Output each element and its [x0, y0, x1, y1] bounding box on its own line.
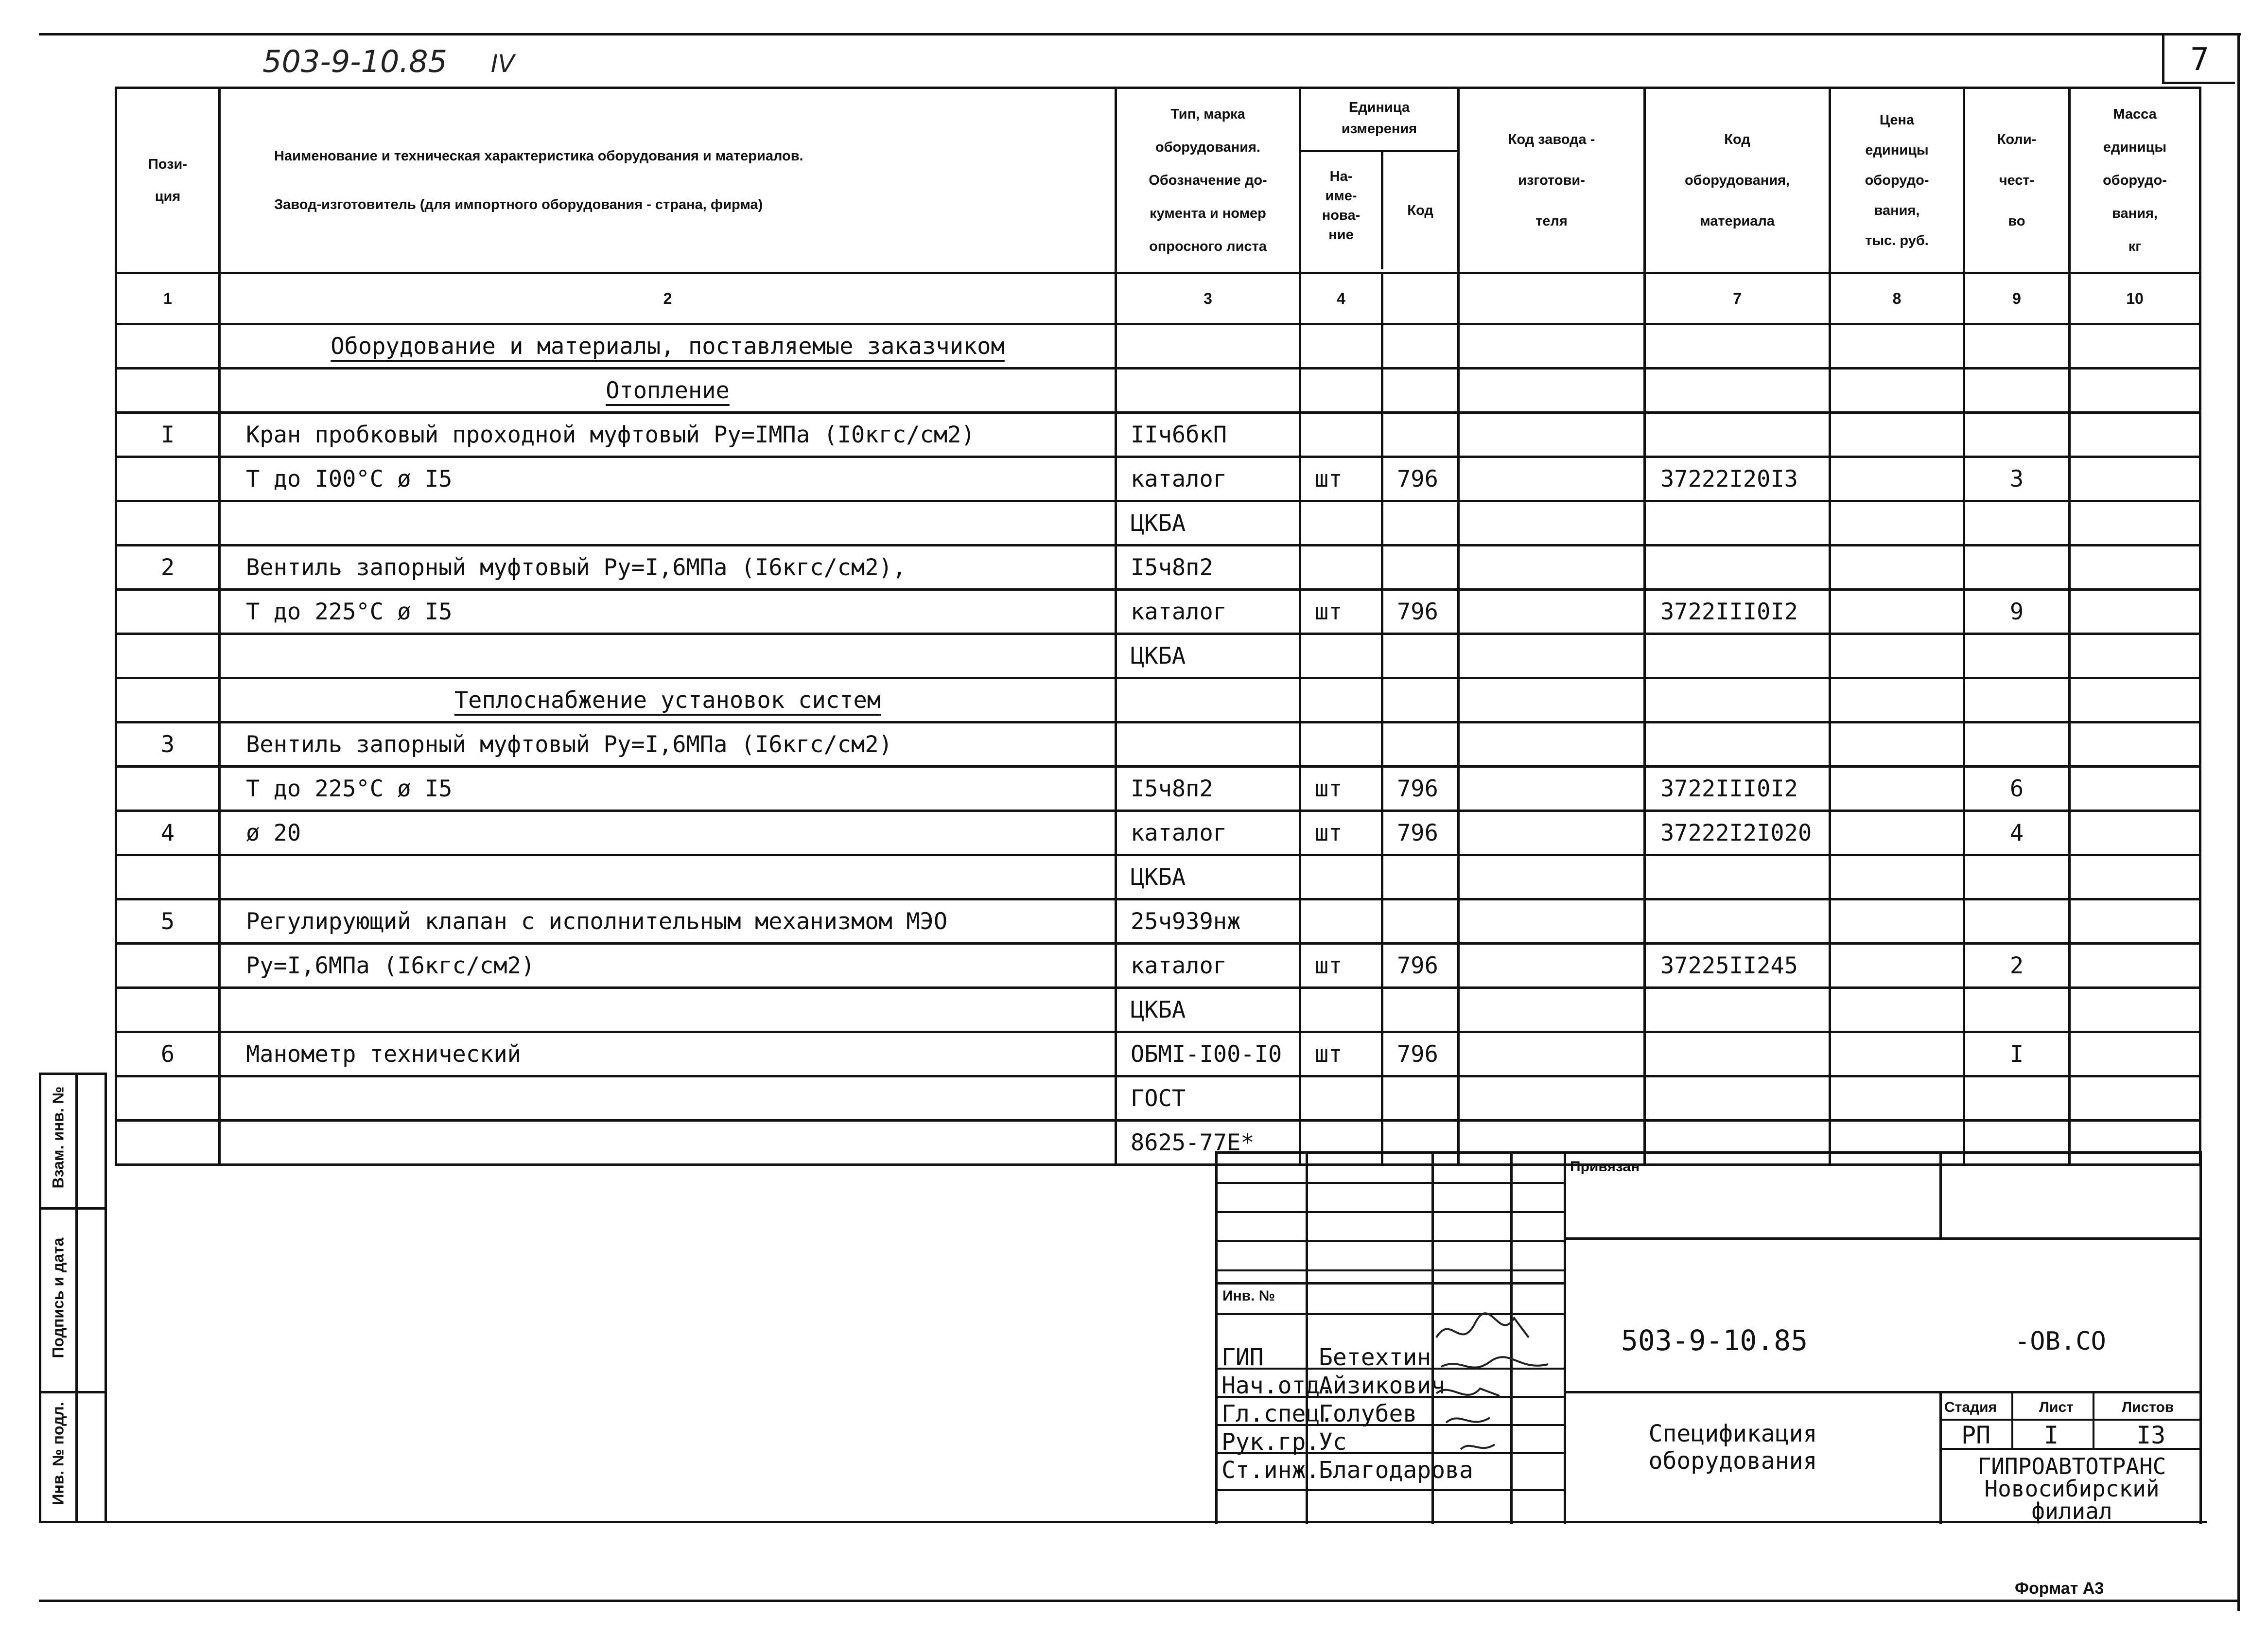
side-stamp-podpis: Подпись и дата — [49, 1237, 67, 1358]
cell-unit-code: 796 — [1382, 944, 1459, 988]
cell-name: Т до 225°С ø I5 — [220, 590, 1116, 634]
col-num-4: 4 — [1300, 273, 1382, 324]
cell-name — [220, 1076, 1116, 1121]
cell-name: Вентиль запорный муфтовый Ру=I,6МПа (I6кгс/см2) — [220, 722, 1116, 767]
cell-quantity — [1964, 501, 2070, 546]
stage-label: Стадия — [1944, 1399, 1997, 1415]
cell-maker-code — [1459, 944, 1645, 988]
cell-mass — [2070, 855, 2200, 899]
col-num-3: 3 — [1116, 273, 1300, 324]
cell-position: 6 — [116, 1032, 220, 1076]
cell-price — [1830, 590, 1964, 634]
cell-position: 2 — [116, 546, 220, 590]
column-number-row — [116, 273, 2200, 324]
cell-unit-code: 796 — [1382, 767, 1459, 811]
cell-equipment-code — [1645, 988, 1830, 1032]
cell-name: Отопление — [220, 369, 1116, 413]
table-row — [116, 1076, 2200, 1121]
cell-unit: шт — [1300, 590, 1382, 634]
header-row — [116, 88, 2200, 273]
cell-type: I5ч8п2 — [1116, 546, 1300, 590]
cell-unit — [1300, 988, 1382, 1032]
specification-body — [116, 324, 2200, 1165]
cell-unit — [1300, 501, 1382, 546]
cell-maker-code — [1459, 855, 1645, 899]
cell-maker-code — [1459, 590, 1645, 634]
cell-equipment-code — [1645, 501, 1830, 546]
cell-name — [220, 988, 1116, 1032]
stage-value: РП — [1961, 1421, 1991, 1449]
cell-equipment-code — [1645, 899, 1830, 944]
cell-quantity — [1964, 988, 2070, 1032]
cell-unit-code: 796 — [1382, 457, 1459, 501]
cell-unit — [1300, 722, 1382, 767]
col-header-price: Цена единицы оборудо- вания, тыс. руб. — [1830, 88, 1964, 273]
cell-mass — [2070, 1076, 2200, 1121]
col-num-7: 7 — [1645, 273, 1830, 324]
cell-position: 5 — [116, 899, 220, 944]
cell-price — [1830, 546, 1964, 590]
cell-maker-code — [1459, 1032, 1645, 1076]
cell-maker-code — [1459, 457, 1645, 501]
col-num-1: 1 — [116, 273, 220, 324]
table-row — [116, 855, 2200, 899]
role-row: Нач.отд.Айзикович — [1221, 1372, 1446, 1399]
table-row — [116, 501, 2200, 546]
cell-equipment-code — [1645, 1032, 1830, 1076]
cell-unit-code — [1382, 501, 1459, 546]
cell-name: Вентиль запорный муфтовый Ру=I,6МПа (I6кгс/см2), — [220, 546, 1116, 590]
header-stamp-suffix: IV — [490, 50, 515, 78]
cell-price — [1830, 1076, 1964, 1121]
cell-position — [116, 1121, 220, 1165]
cell-type — [1116, 369, 1300, 413]
sheet-label: Лист — [2039, 1399, 2074, 1415]
cell-maker-code — [1459, 899, 1645, 944]
inv-no-label: Инв. № — [1222, 1288, 1275, 1304]
table-row — [116, 324, 2200, 369]
cell-maker-code — [1459, 1076, 1645, 1121]
col-header-name: Наименование и техническая характеристика оборудования и материалов. Завод-изготовитель (для импортного оборудования - страна, фирма) — [220, 88, 1116, 273]
col-num-5 — [1382, 273, 1459, 324]
cell-price — [1830, 899, 1964, 944]
sheets-value: I3 — [2136, 1421, 2166, 1449]
cell-name — [220, 1121, 1116, 1165]
cell-name: Манометр технический — [220, 1032, 1116, 1076]
cell-unit: шт — [1300, 1032, 1382, 1076]
cell-quantity — [1964, 634, 2070, 678]
cell-quantity — [1964, 1076, 2070, 1121]
cell-position — [116, 457, 220, 501]
cell-mass — [2070, 590, 2200, 634]
cell-price — [1830, 1032, 1964, 1076]
cell-position — [116, 988, 220, 1032]
col-header-maker-code: Код завода - изготови- теля — [1459, 88, 1645, 273]
cell-equipment-code — [1645, 634, 1830, 678]
role-row: Рук.гр.Ус — [1221, 1428, 1347, 1456]
cell-unit-code — [1382, 369, 1459, 413]
cell-mass — [2070, 899, 2200, 944]
col-header-mass: Масса единицы оборудо- вания, кг — [2070, 88, 2200, 273]
cell-unit — [1300, 678, 1382, 722]
cell-equipment-code: 3722III0I2 — [1645, 767, 1830, 811]
cell-maker-code — [1459, 369, 1645, 413]
col-header-unit-name: На- име- нова- ние — [1301, 152, 1383, 269]
cell-price — [1830, 501, 1964, 546]
table-row — [116, 767, 2200, 811]
cell-unit-code — [1382, 855, 1459, 899]
col-header-unit-group: Единица измерения На- име- нова- ние Код — [1300, 88, 1459, 273]
cell-type — [1116, 722, 1300, 767]
table-row — [116, 944, 2200, 988]
cell-unit-code — [1382, 722, 1459, 767]
cell-position — [116, 634, 220, 678]
col-header-qty: Коли- чест- во — [1964, 88, 2070, 273]
cell-position — [116, 855, 220, 899]
cell-price — [1830, 369, 1964, 413]
cell-position: I — [116, 413, 220, 457]
cell-unit-code: 796 — [1382, 590, 1459, 634]
cell-position — [116, 369, 220, 413]
cell-price — [1830, 767, 1964, 811]
cell-unit: шт — [1300, 944, 1382, 988]
cell-name: Т до 225°С ø I5 — [220, 767, 1116, 811]
col-num-6 — [1459, 273, 1645, 324]
cell-mass — [2070, 944, 2200, 988]
cell-unit-code — [1382, 324, 1459, 369]
cell-type: 25ч939нж — [1116, 899, 1300, 944]
side-stamp-vzam: Взам. инв. № — [49, 1086, 67, 1189]
top-border-line — [39, 33, 2241, 35]
cell-maker-code — [1459, 413, 1645, 457]
org-line-2: Новосибирский — [1984, 1476, 2160, 1502]
cell-unit: шт — [1300, 767, 1382, 811]
cell-unit-code — [1382, 1076, 1459, 1121]
col-num-10: 10 — [2070, 273, 2200, 324]
cell-unit-code — [1382, 634, 1459, 678]
bottom-border-line — [39, 1600, 2240, 1602]
header-stamp-number: 503-9-10.85 IV — [262, 44, 515, 79]
cell-type: ОБМI-I00-I0 — [1116, 1032, 1300, 1076]
organization — [1942, 1455, 2202, 1522]
cell-mass — [2070, 413, 2200, 457]
cell-price — [1830, 324, 1964, 369]
sheet-number-box — [2162, 35, 2235, 84]
cell-mass — [2070, 369, 2200, 413]
cell-type — [1116, 324, 1300, 369]
cell-quantity: I — [1964, 1032, 2070, 1076]
cell-maker-code — [1459, 501, 1645, 546]
sheet-value: I — [2044, 1421, 2059, 1449]
cell-type: каталог — [1116, 590, 1300, 634]
cell-equipment-code: 3722III0I2 — [1645, 590, 1830, 634]
format-label: Формат А3 — [2015, 1579, 2104, 1598]
doc-code: 503-9-10.85 — [1621, 1324, 1808, 1357]
cell-unit — [1300, 855, 1382, 899]
cell-unit — [1300, 369, 1382, 413]
cell-equipment-code — [1645, 413, 1830, 457]
cell-unit — [1300, 1076, 1382, 1121]
col-header-equipment-code: Код оборудования, материала — [1645, 88, 1830, 273]
cell-quantity: 9 — [1964, 590, 2070, 634]
cell-unit-code — [1382, 678, 1459, 722]
col-num-2: 2 — [220, 273, 1116, 324]
cell-name: Ру=I,6МПа (I6кгс/см2) — [220, 944, 1116, 988]
cell-equipment-code: 37222I20I3 — [1645, 457, 1830, 501]
cell-quantity — [1964, 413, 2070, 457]
doc-suffix: -ОВ.СО — [2015, 1327, 2106, 1356]
cell-price — [1830, 722, 1964, 767]
cell-type: ЦКБА — [1116, 501, 1300, 546]
table-row — [116, 988, 2200, 1032]
cell-type — [1116, 678, 1300, 722]
specification-table — [115, 87, 2201, 1166]
cell-unit: шт — [1300, 811, 1382, 855]
cell-name: Т до I00°С ø I5 — [220, 457, 1116, 501]
cell-maker-code — [1459, 546, 1645, 590]
cell-position — [116, 1076, 220, 1121]
cell-mass — [2070, 988, 2200, 1032]
cell-price — [1830, 944, 1964, 988]
table-row — [116, 634, 2200, 678]
cell-unit-code — [1382, 413, 1459, 457]
cell-equipment-code — [1645, 369, 1830, 413]
table-row — [116, 369, 2200, 413]
col-header-type: Тип, марка оборудования. Обозначение до- кумента и номер опросного листа — [1116, 88, 1300, 273]
cell-name: Регулирующий клапан с исполнительным механизмом МЭО — [220, 899, 1116, 944]
table-row — [116, 457, 2200, 501]
cell-unit — [1300, 634, 1382, 678]
cell-type: каталог — [1116, 457, 1300, 501]
cell-mass — [2070, 634, 2200, 678]
cell-type: 8625-77Е* — [1116, 1121, 1300, 1165]
cell-maker-code — [1459, 811, 1645, 855]
cell-price — [1830, 457, 1964, 501]
cell-quantity — [1964, 678, 2070, 722]
cell-price — [1830, 811, 1964, 855]
role-row: Ст.инж.Благодарова — [1221, 1457, 1473, 1484]
sheet-number: 7 — [2190, 42, 2209, 78]
cell-quantity: 6 — [1964, 767, 2070, 811]
cell-unit — [1300, 324, 1382, 369]
table-row — [116, 899, 2200, 944]
cell-position: 3 — [116, 722, 220, 767]
right-border-line — [2237, 33, 2240, 1611]
cell-type: каталог — [1116, 811, 1300, 855]
col-header-unit-code: Код — [1407, 203, 1433, 218]
cell-type: ЦКБА — [1116, 855, 1300, 899]
cell-price — [1830, 634, 1964, 678]
title-block — [1215, 1151, 2202, 1524]
cell-quantity — [1964, 324, 2070, 369]
cell-name — [220, 855, 1116, 899]
cell-mass — [2070, 324, 2200, 369]
cell-mass — [2070, 767, 2200, 811]
cell-position — [116, 590, 220, 634]
table-row — [116, 590, 2200, 634]
cell-name: Кран пробковый проходной муфтовый Ру=IМПа (I0кгс/см2) — [220, 413, 1116, 457]
cell-unit-code: 796 — [1382, 1032, 1459, 1076]
signatures — [1431, 1308, 1568, 1464]
cell-name — [220, 634, 1116, 678]
cell-mass — [2070, 457, 2200, 501]
col-num-8: 8 — [1830, 273, 1964, 324]
cell-unit — [1300, 546, 1382, 590]
table-row — [116, 413, 2200, 457]
side-stamp-inv-podl: Инв. № подл. — [49, 1402, 67, 1505]
cell-unit-code: 796 — [1382, 811, 1459, 855]
cell-position: 4 — [116, 811, 220, 855]
privyazan-label: Привязан — [1570, 1159, 1640, 1175]
cell-quantity — [1964, 899, 2070, 944]
cell-quantity — [1964, 722, 2070, 767]
cell-maker-code — [1459, 634, 1645, 678]
cell-type: I5ч8п2 — [1116, 767, 1300, 811]
cell-type: ЦКБА — [1116, 634, 1300, 678]
cell-type: ЦКБА — [1116, 988, 1300, 1032]
cell-maker-code — [1459, 722, 1645, 767]
role-row: ГИП Бетехтин — [1221, 1344, 1431, 1371]
cell-unit-code — [1382, 546, 1459, 590]
doc-title: Спецификация оборудования — [1648, 1420, 1817, 1475]
cell-position — [116, 767, 220, 811]
table-row — [116, 1032, 2200, 1076]
cell-unit-code — [1382, 899, 1459, 944]
cell-unit-code — [1382, 988, 1459, 1032]
cell-name — [220, 501, 1116, 546]
cell-price — [1830, 988, 1964, 1032]
cell-mass — [2070, 678, 2200, 722]
cell-position — [116, 324, 220, 369]
table-row — [116, 678, 2200, 722]
cell-mass — [2070, 546, 2200, 590]
cell-name: Теплоснабжение установок систем — [220, 678, 1116, 722]
cell-type: IIч6бкП — [1116, 413, 1300, 457]
cell-equipment-code — [1645, 722, 1830, 767]
cell-quantity: 2 — [1964, 944, 2070, 988]
cell-unit: шт — [1300, 457, 1382, 501]
cell-quantity — [1964, 855, 2070, 899]
side-stamp — [39, 1073, 107, 1521]
cell-mass — [2070, 722, 2200, 767]
cell-equipment-code — [1645, 855, 1830, 899]
cell-quantity — [1964, 546, 2070, 590]
table-row — [116, 546, 2200, 590]
table-row — [116, 811, 2200, 855]
cell-type: каталог — [1116, 944, 1300, 988]
cell-equipment-code — [1645, 678, 1830, 722]
cell-maker-code — [1459, 678, 1645, 722]
cell-quantity: 4 — [1964, 811, 2070, 855]
sheets-label: Листов — [2122, 1399, 2174, 1415]
cell-equipment-code — [1645, 1076, 1830, 1121]
cell-mass — [2070, 1032, 2200, 1076]
cell-price — [1830, 678, 1964, 722]
cell-maker-code — [1459, 767, 1645, 811]
cell-mass — [2070, 811, 2200, 855]
org-line-1: ГИПРОАВТОТРАНС — [1977, 1453, 2166, 1479]
cell-unit — [1300, 413, 1382, 457]
cell-mass — [2070, 501, 2200, 546]
cell-quantity — [1964, 369, 2070, 413]
cell-position — [116, 678, 220, 722]
cell-position — [116, 944, 220, 988]
cell-equipment-code: 37222I2I020 — [1645, 811, 1830, 855]
org-line-3: филиал — [2031, 1498, 2112, 1524]
col-num-9: 9 — [1964, 273, 2070, 324]
cell-quantity: 3 — [1964, 457, 2070, 501]
cell-maker-code — [1459, 324, 1645, 369]
cell-name: Оборудование и материалы, поставляемые заказчиком — [220, 324, 1116, 369]
cell-maker-code — [1459, 988, 1645, 1032]
cell-equipment-code: 37225II245 — [1645, 944, 1830, 988]
cell-equipment-code — [1645, 546, 1830, 590]
cell-position — [116, 501, 220, 546]
cell-unit — [1300, 899, 1382, 944]
table-row — [116, 722, 2200, 767]
col-header-pos: Пози- ция — [116, 88, 220, 273]
role-row: Гл.спец.Голубев — [1221, 1400, 1417, 1427]
cell-name: ø 20 — [220, 811, 1116, 855]
cell-price — [1830, 855, 1964, 899]
cell-price — [1830, 413, 1964, 457]
cell-type: ГОСТ — [1116, 1076, 1300, 1121]
cell-equipment-code — [1645, 324, 1830, 369]
